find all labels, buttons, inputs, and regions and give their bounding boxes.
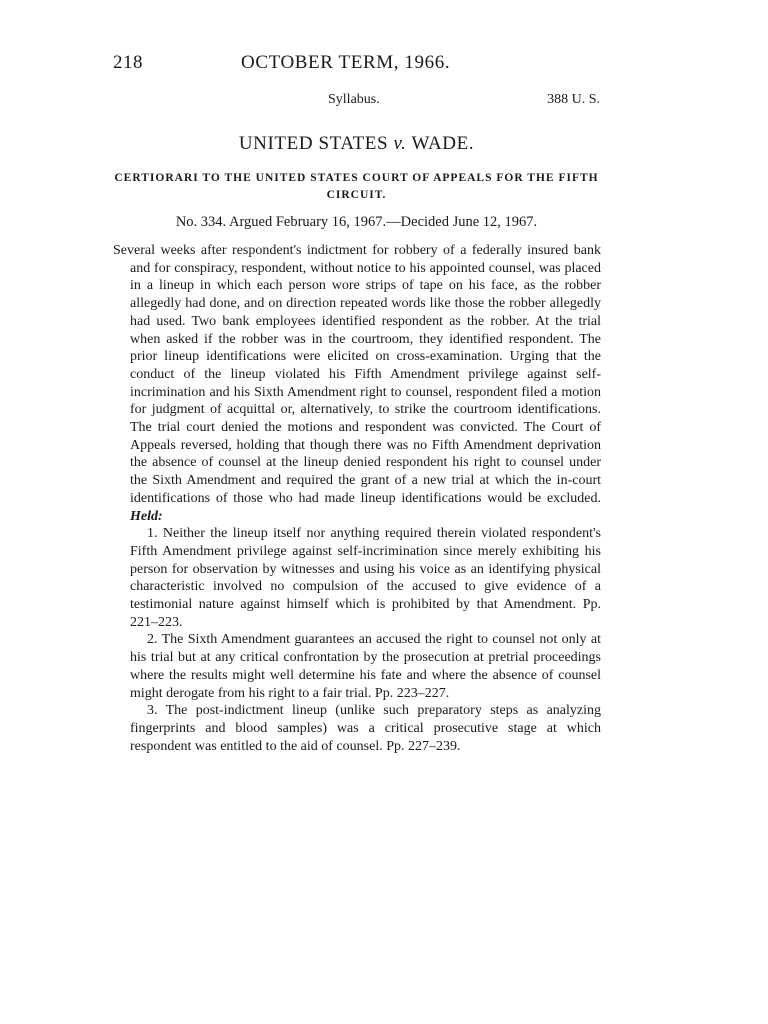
held-label: Held: (130, 508, 163, 524)
docket-line: No. 334. Argued February 16, 1967.—Decided June 12, 1967. (175, 214, 538, 230)
summary-text: Several weeks after respondent's indictment for robbery of a federally insured bank and for conspiracy, respondent, without notice to his appointed counsel, was placed in a lineup in which each person wore strips of tape on his face, as the robber allegedly had done, and on direction repeated words like those the robber allegedly had used. Two bank employees identified respondent as the robber. At the trial when asked if the robber was in the courtroom, they identified respondent. The prior lineup identifications were elicited on cross-examination. Urging that the conduct of the lineup violated his Fifth Amendment privilege against self-incrimination and his Sixth Amendment right to counsel, respondent filed a motion for judgment of acquittal or, alternatively, to strike the courtroom identifications. The trial court denied the motions and respondent was convicted. The Court of Appeals reversed, holding that though there was no Fifth Amendment deprivation the absence of counsel at the lineup denied respondent his right to counsel under the Sixth Amendment and required the grant of a new trial at which the in-court identifications of those who had made lineup identifications would be excluded. (113, 243, 601, 506)
syllabus-body (113, 242, 601, 755)
section-label: Syllabus. (328, 92, 380, 107)
running-head (113, 52, 600, 80)
subheader (113, 92, 600, 112)
party-a: UNITED STATES (238, 133, 389, 154)
certiorari-line: CERTIORARI TO THE UNITED STATES COURT OF APPEALS FOR THE FIFTH CIRCUIT. (114, 172, 599, 201)
case-title (113, 133, 600, 155)
term-heading: OCTOBER TERM, 1966. (241, 52, 451, 73)
versus: v. (393, 133, 407, 154)
party-b: WADE. (411, 133, 475, 154)
page-number: 218 (113, 52, 143, 73)
summary-paragraph (113, 242, 601, 525)
holding-paragraph: 2. The Sixth Amendment guarantees an accused the right to counsel not only at his trial but at any critical confrontation by the prosecution at pretrial proceedings where the results might well determine his fate and where the absence of counsel might derogate from his right to a fair trial. Pp. 223–227. (130, 632, 601, 701)
volume-citation: 388 U. S. (547, 92, 600, 107)
holding-paragraph: 1. Neither the lineup itself nor anything required therein violated respondent's Fifth Amendment privilege against self-incrimination since merely exhibiting his person for observation by witnesses and using his voice as an identifying physical characteristic involved no compulsion of the accused to give evidence of a testimonial nature against himself which is prohibited by that Amendment. Pp. 221–223. (130, 526, 601, 630)
holding-paragraph: 3. The post-indictment lineup (unlike such preparatory steps as analyzing fingerprints and blood samples) was a critical prosecutive stage at which respondent was entitled to the aid of counsel. Pp. 227–239. (130, 703, 601, 754)
